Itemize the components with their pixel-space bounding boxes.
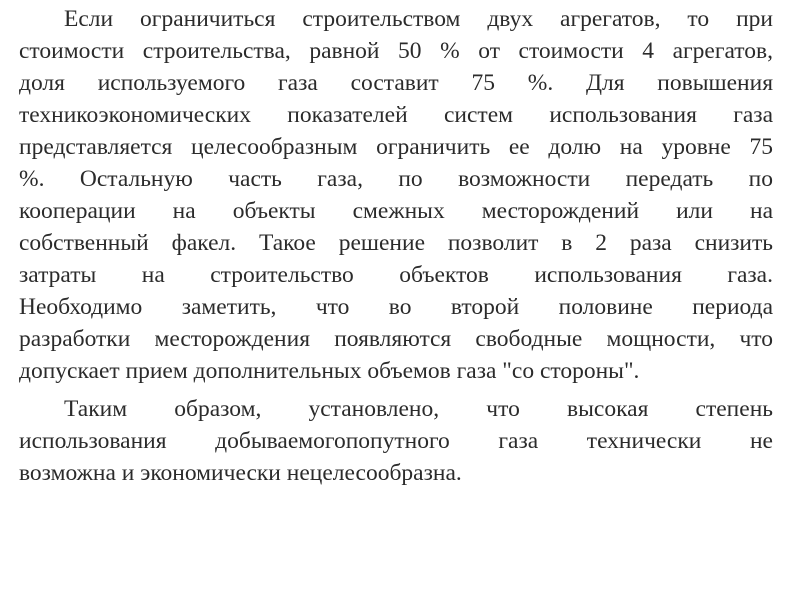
paragraph-line: затраты на строительство объектов использования газа. bbox=[19, 262, 773, 288]
paragraph-line: представляется целесообразным ограничить ее долю на уровне 75 bbox=[19, 134, 773, 160]
paragraph-line: кооперации на объекты смежных месторождений или на bbox=[19, 198, 773, 224]
paragraph-line: возможна и экономически нецелесообразна. bbox=[19, 460, 462, 486]
paragraph-line: Если ограничиться строительством двух агрегатов, то при bbox=[64, 6, 773, 32]
paragraph-line: Таким образом, установлено, что высокая степень bbox=[64, 396, 773, 422]
paragraph-line: %. Остальную часть газа, по возможности передать по bbox=[19, 166, 773, 192]
paragraph-line: собственный факел. Такое решение позволит в 2 раза снизить bbox=[19, 230, 773, 256]
paragraph-line: разработки месторождения появляются свободные мощности, что bbox=[19, 326, 773, 352]
paragraph-line: Необходимо заметить, что во второй половине периода bbox=[19, 294, 773, 320]
paragraph-line: допускает прием дополнительных объемов газа "со стороны". bbox=[19, 358, 640, 384]
paragraph-line: стоимости строительства, равной 50 % от стоимости 4 агрегатов, bbox=[19, 38, 773, 64]
paragraph-line: использования добываемогопопутного газа технически не bbox=[19, 428, 773, 454]
paragraph-line: доля используемого газа составит 75 %. Для повышения bbox=[19, 70, 773, 96]
paragraph-line: техникоэкономических показателей систем использования газа bbox=[19, 102, 773, 128]
